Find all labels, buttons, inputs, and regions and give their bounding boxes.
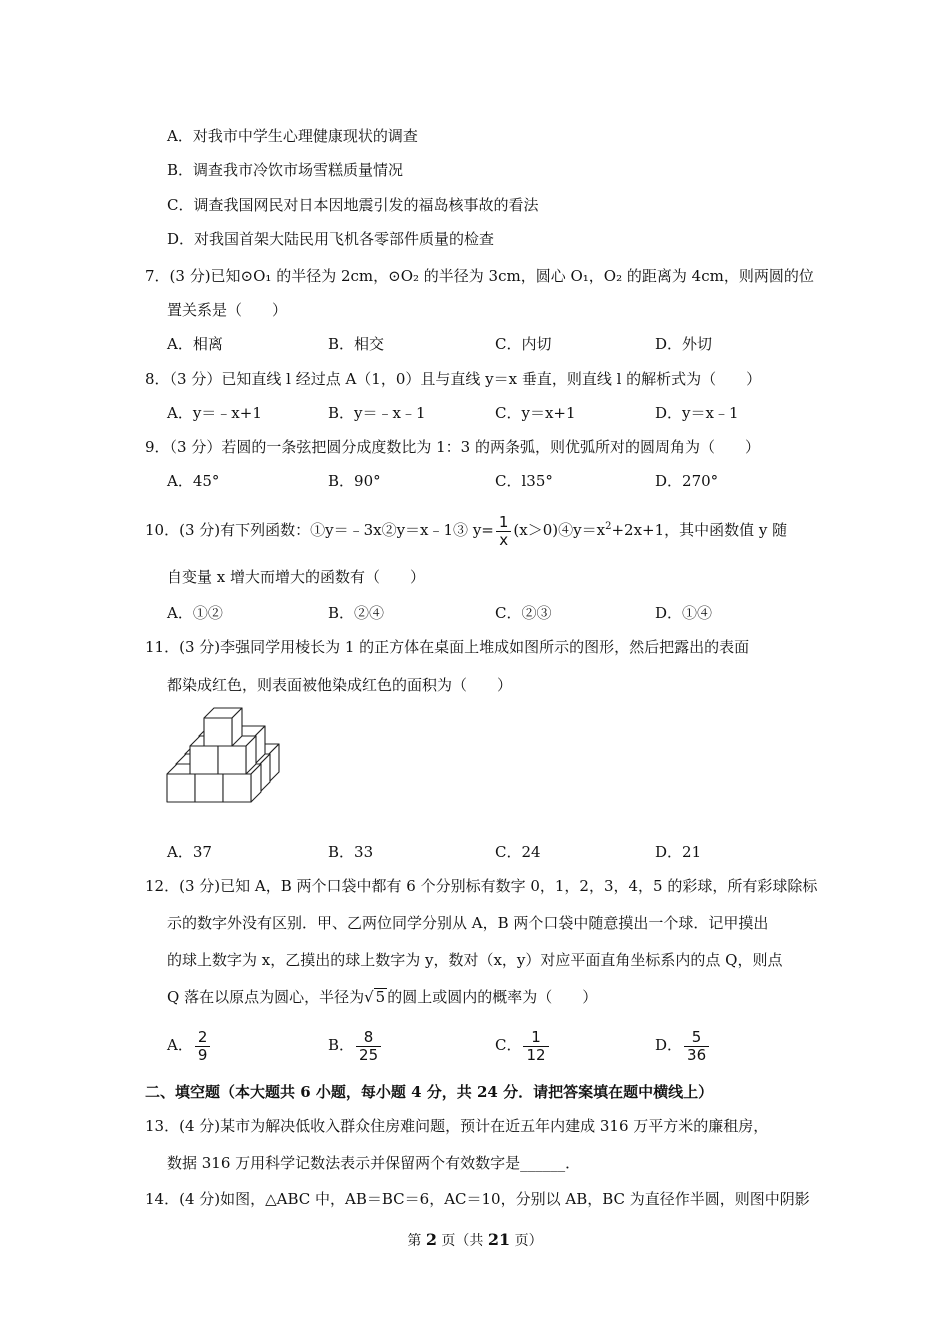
footer-pre: 第	[407, 1233, 426, 1249]
q6-option-b: B．调查我市冷饮市场雪糕质量情况	[167, 161, 404, 179]
q12-option-a	[167, 1027, 212, 1064]
q10-mid: (x＞0)④y＝x	[513, 521, 606, 539]
footer-mid: 页（共	[436, 1233, 488, 1249]
radical-sign: √	[364, 988, 374, 1006]
q12-line4-post: 的圆上或圆内的概率为（ ）	[387, 988, 598, 1006]
fraction-numerator: 5	[691, 1027, 702, 1046]
q12-option-c-label: C．	[495, 1036, 522, 1054]
q12-option-b-fraction	[356, 1029, 381, 1064]
fraction-numerator: 2	[197, 1027, 208, 1046]
q12-stem-line3: 的球上数字为 x，乙摸出的球上数字为 y，数对（x，y）对应平面直角坐标系内的点 Q，则点	[167, 951, 783, 969]
q11-option-d: D．21	[655, 843, 702, 861]
q12-radicand: 5	[375, 988, 386, 1006]
fraction-numerator: 1	[531, 1027, 541, 1046]
q7-option-b: B．相交	[328, 335, 385, 353]
q12-option-d-label: D．	[655, 1036, 683, 1054]
q7-stem-line1: 7．(3 分)已知⊙O₁ 的半径为 2cm，⊙O₂ 的半径为 3cm，圆心 O₁，O₂ 的距离为 4cm，则两圆的位	[145, 267, 814, 285]
cube	[204, 708, 242, 746]
fraction-denominator: 9	[195, 1046, 211, 1064]
fraction-numerator: 8	[363, 1027, 374, 1046]
q7-option-a: A．相离	[167, 335, 223, 353]
q6-option-d: D．对我国首架大陆民用飞机各零部件质量的检查	[167, 230, 495, 248]
q10-fraction	[496, 514, 512, 549]
fraction-denominator: 12	[523, 1046, 548, 1064]
q12-option-a-label: A．	[167, 1036, 193, 1054]
q7-stem-line2: 置关系是（ ）	[167, 301, 288, 319]
q11-stem-line1: 11．(3 分)李强同学用棱长为 1 的正方体在桌面上堆成如图所示的图形，然后把露出的表面	[145, 638, 750, 656]
q9-option-a: A．45°	[167, 472, 220, 490]
fraction-denominator: 25	[356, 1046, 381, 1064]
q10-prefix: 10．(3 分)有下列函数：①y＝﹣3x②y＝x﹣1③ y=	[145, 521, 494, 539]
q11-stem-line2: 都染成红色，则表面被他染成红色的面积为（ ）	[167, 676, 513, 694]
q10-option-b: B．②④	[328, 604, 385, 622]
q12-option-c	[495, 1027, 551, 1064]
q7-option-d: D．外切	[655, 335, 713, 353]
q9-option-c: C．l35°	[495, 472, 553, 490]
q12-stem-line2: 示的数字外没有区别．甲、乙两位同学分别从 A，B 两个口袋中随意摸出一个球．记甲摸出	[167, 914, 769, 932]
q11-option-c: C．24	[495, 843, 541, 861]
total-page-count: 21	[487, 1230, 511, 1249]
q8-option-b: B．y＝﹣x﹣1	[328, 404, 426, 422]
q10-option-d: D．①④	[655, 604, 713, 622]
q9-option-b: B．90°	[328, 472, 381, 490]
q10-suffix: +2x+1，其中函数值 y 随	[611, 521, 788, 539]
q12-stem-line4	[167, 987, 597, 1007]
q8-option-a: A．y＝﹣x+1	[167, 404, 262, 422]
q13-stem-line1: 13．(4 分)某市为解决低收入群众住房难问题，预计在近五年内建成 316 万平方米的廉租房，	[145, 1117, 769, 1135]
q9-option-d: D．270°	[655, 472, 719, 490]
q10-option-c: C．②③	[495, 604, 552, 622]
q13-stem-line2: 数据 316 万用科学记数法表示并保留两个有效数字是______．	[167, 1154, 581, 1172]
q8-option-d: D．y＝x﹣1	[655, 404, 739, 422]
q9-stem: 9．（3 分）若圆的一条弦把圆分成度数比为 1：3 的两条弧，则优弧所对的圆周角为（ ）	[145, 438, 760, 456]
section-heading: 二、填空题（本大题共 6 小题，每小题 4 分，共 24 分．请把答案填在题中横线上）	[145, 1083, 714, 1101]
footer-post: 页）	[510, 1233, 543, 1249]
q8-stem: 8．（3 分）已知直线 l 经过点 A（1，0）且与直线 y＝x 垂直，则直线 l 的解析式为（ ）	[145, 370, 762, 388]
q8-option-c: C．y＝x+1	[495, 404, 576, 422]
q12-option-d-fraction	[684, 1029, 709, 1064]
q7-option-c: C．内切	[495, 335, 552, 353]
q14-stem-line1: 14．(4 分)如图，△ABC 中，AB＝BC＝6，AC＝10，分别以 AB，BC 为直径作半圆，则图中阴影	[145, 1190, 810, 1208]
q10-fraction-denominator: x	[496, 531, 512, 549]
q12-option-d	[655, 1027, 711, 1064]
q12-option-a-fraction	[195, 1029, 211, 1064]
q12-option-c-fraction	[523, 1029, 548, 1064]
q12-line4-pre: Q 落在以原点为圆心，半径为	[167, 988, 365, 1006]
q12-option-b-label: B．	[328, 1036, 355, 1054]
q10-stem-line2: 自变量 x 增大而增大的函数有（ ）	[167, 568, 425, 586]
q10-exponent: 2	[605, 521, 612, 532]
q6-option-c: C．调查我国网民对日本因地震引发的福岛核事故的看法	[167, 196, 539, 214]
q12-option-b	[328, 1027, 383, 1064]
q11-option-a: A．37	[167, 843, 212, 861]
q10-stem-line1	[145, 508, 787, 549]
q11-option-b: B．33	[328, 843, 374, 861]
q6-option-a: A．对我市中学生心理健康现状的调查	[167, 127, 418, 145]
page-footer	[0, 1230, 950, 1251]
q10-option-a: A．①②	[167, 604, 223, 622]
q10-fraction-numerator: 1	[498, 512, 509, 531]
fraction-denominator: 36	[684, 1046, 709, 1064]
q12-stem-line1: 12．(3 分)已知 A，B 两个口袋中都有 6 个分别标有数字 0，1，2，3，4，5 的彩球，所有彩球除标	[145, 877, 818, 895]
current-page-number: 2	[425, 1230, 437, 1249]
cube-stack-figure	[160, 700, 295, 812]
